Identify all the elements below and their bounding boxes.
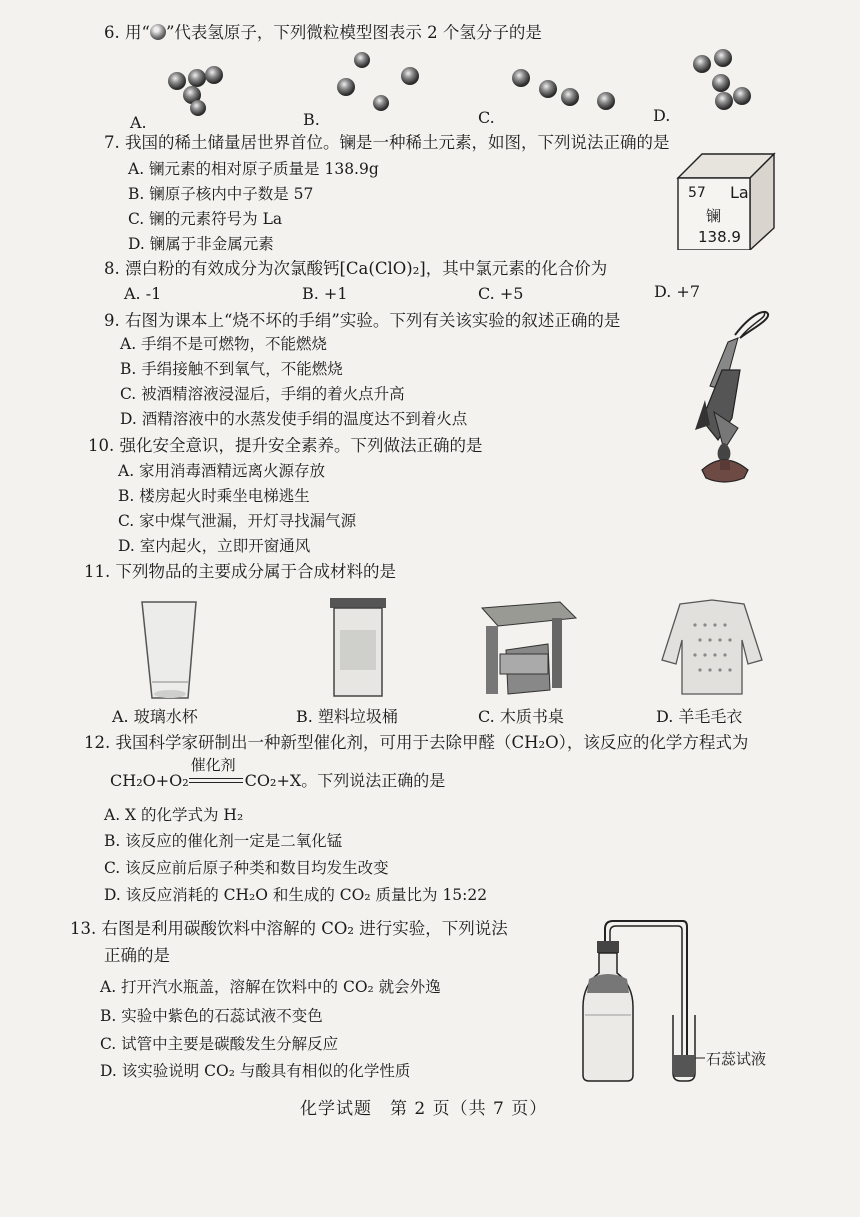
q10-option-c[interactable]: C. 家中煤气泄漏，开灯寻找漏气源 (118, 512, 357, 530)
plastic-trash-bin-image (330, 598, 386, 696)
q8-option-d[interactable]: D. +7 (654, 282, 701, 301)
q11-option-a[interactable]: A. 玻璃水杯 (112, 707, 198, 726)
q7-option-b[interactable]: B. 镧原子核内中子数是 57 (128, 185, 314, 203)
q11-option-d[interactable]: D. 羊毛毛衣 (656, 707, 743, 726)
q8-stem: 8. 漂白粉的有效成分为次氯酸钙[Ca(ClO)₂]，其中氯元素的化合价为 (104, 259, 608, 278)
litmus-solution-label: 石蕊试液 (706, 1050, 767, 1068)
q9-option-c[interactable]: C. 被酒精溶液浸湿后，手绢的着火点升高 (120, 385, 405, 403)
q6-model-c (512, 69, 615, 110)
q7-option-c[interactable]: C. 镧的元素符号为 La (128, 210, 283, 228)
lanthanum-element-card (678, 150, 770, 248)
glass-cup-image (142, 602, 196, 698)
atomic-number: 57 (688, 185, 706, 201)
q13-stem-line2: 正确的是 (104, 946, 170, 965)
q10-option-d[interactable]: D. 室内起火，立即开窗通风 (118, 537, 311, 555)
q11-stem: 11. 下列物品的主要成分属于合成材料的是 (84, 562, 396, 581)
wooden-desk-image (482, 602, 576, 694)
q12-option-a[interactable]: A. X 的化学式为 H₂ (104, 806, 244, 824)
q13-option-b[interactable]: B. 实验中紫色的石蕊试液不变色 (100, 1007, 323, 1025)
q12-option-b[interactable]: B. 该反应的催化剂一定是二氧化锰 (104, 832, 343, 850)
q8-option-c[interactable]: C. +5 (478, 284, 524, 303)
wool-sweater-image (662, 600, 762, 694)
equation-products: CO₂+X。下列说法正确的是 (244, 771, 446, 790)
q13-option-c[interactable]: C. 试管中主要是碳酸发生分解反应 (100, 1035, 339, 1053)
q9-option-a[interactable]: A. 手绢不是可燃物，不能燃烧 (120, 335, 328, 353)
q11-option-c[interactable]: C. 木质书桌 (478, 707, 564, 726)
q13-stem-line1: 13. 右图是利用碳酸饮料中溶解的 CO₂ 进行实验，下列说法 (70, 919, 508, 938)
q6-option-c[interactable]: C. (478, 108, 495, 127)
q6-option-a[interactable]: A. (130, 113, 147, 132)
element-name: 镧 (706, 207, 722, 225)
q12-stem: 12. 我国科学家研制出一种新型催化剂，可用于去除甲醛（CH₂O），该反应的化学方程式为 (84, 733, 749, 752)
q7-stem: 7. 我国的稀土储量居世界首位。镧是一种稀土元素，如图，下列说法正确的是 (104, 133, 670, 152)
page-footer: 化学试题 第 2 页（共 7 页） (300, 1099, 548, 1119)
q9-option-b[interactable]: B. 手绢接触不到氧气，不能燃烧 (120, 360, 343, 378)
atomic-mass: 138.9 (698, 228, 741, 246)
q10-option-b[interactable]: B. 楼房起火时乘坐电梯逃生 (118, 487, 310, 505)
q6-model-d (693, 49, 751, 110)
equation-arrow (189, 756, 245, 790)
q9-stem: 9. 右图为课本上“烧不坏的手绢”实验。下列有关该实验的叙述正确的是 (104, 311, 621, 330)
equation-reactants: CH₂O+O₂ (110, 771, 189, 790)
q12-option-d[interactable]: D. 该反应消耗的 CH₂O 和生成的 CO₂ 质量比为 15:22 (104, 886, 488, 904)
q6-model-a (168, 66, 223, 116)
q13-option-d[interactable]: D. 该实验说明 CO₂ 与酸具有相似的化学性质 (100, 1062, 411, 1080)
q6-stem: 6. 用“ ”代表氢原子，下列微粒模型图表示 2 个氢分子的是 (104, 23, 542, 42)
q10-option-a[interactable]: A. 家用消毒酒精远离火源存放 (118, 462, 326, 480)
q7-option-d[interactable]: D. 镧属于非金属元素 (128, 235, 274, 253)
q6-model-b (337, 52, 419, 111)
q6-option-b[interactable]: B. (303, 110, 320, 129)
q11-item-images (0, 590, 860, 715)
burning-handkerchief-figure (680, 300, 790, 490)
element-symbol: La (730, 183, 749, 202)
q9-option-d[interactable]: D. 酒精溶液中的水蒸发使手绢的温度达不到着火点 (120, 410, 468, 428)
q11-option-b[interactable]: B. 塑料垃圾桶 (296, 707, 398, 726)
q12-option-c[interactable]: C. 该反应前后原子种类和数目均发生改变 (104, 859, 389, 877)
q13-option-a[interactable]: A. 打开汽水瓶盖，溶解在饮料中的 CO₂ 就会外逸 (100, 978, 441, 996)
hydrogen-atom-icon (150, 24, 166, 40)
q8-option-b[interactable]: B. +1 (302, 284, 348, 303)
q10-stem: 10. 强化安全意识，提升安全素养。下列做法正确的是 (88, 436, 483, 455)
q12-equation (110, 756, 446, 800)
catalyst-label: 催化剂 (190, 756, 236, 774)
q8-option-a[interactable]: A. -1 (124, 284, 162, 303)
q7-option-a[interactable]: A. 镧元素的相对原子质量是 138.9g (128, 160, 379, 178)
q6-option-d[interactable]: D. (653, 106, 671, 125)
